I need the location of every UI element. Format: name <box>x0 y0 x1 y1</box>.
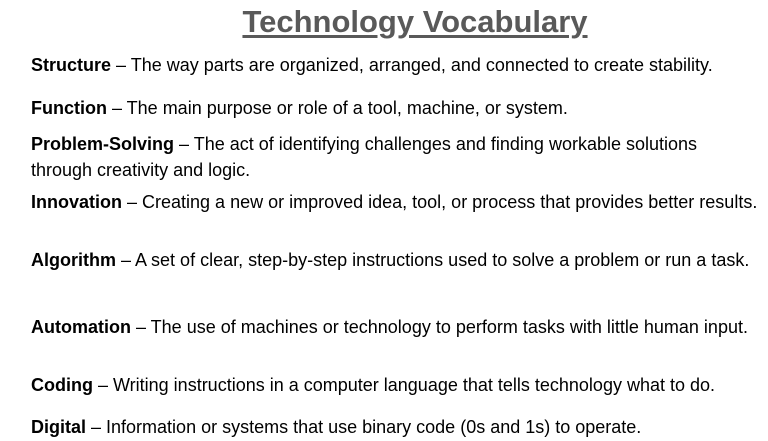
vocab-entry-algorithm <box>31 247 759 273</box>
vocab-term: Problem-Solving <box>31 134 175 154</box>
term-separator: – <box>106 98 127 118</box>
vocab-definition: Writing instructions in a computer language that tells technology what to do. <box>113 375 716 395</box>
vocab-term: Digital <box>31 417 87 437</box>
vocab-term: Innovation <box>31 192 122 212</box>
vocab-definition: Creating a new or improved idea, tool, or process that provides better results. <box>142 192 758 212</box>
term-separator: – <box>92 375 113 395</box>
vocab-term: Algorithm <box>31 250 116 270</box>
vocab-entry-structure <box>31 52 759 78</box>
vocab-entry-problem-solving <box>31 131 759 183</box>
vocab-definition: The way parts are organized, arranged, and connected to create stability. <box>130 55 713 75</box>
term-separator: – <box>174 134 194 154</box>
term-separator: – <box>86 417 107 437</box>
term-separator: – <box>122 192 143 212</box>
vocab-entry-digital <box>31 414 759 440</box>
term-separator: – <box>116 250 136 270</box>
vocab-definition: The act of identifying challenges and finding workable solutions through creativity and logic. <box>31 134 698 180</box>
vocab-definition: The main purpose or role of a tool, machine, or system. <box>126 98 568 118</box>
vocab-term: Automation <box>31 317 131 337</box>
vocab-term: Function <box>31 98 107 118</box>
vocab-definition: Information or systems that use binary code (0s and 1s) to operate. <box>106 417 642 437</box>
vocab-definition: A set of clear, step-by-step instructions used to solve a problem or run a task. <box>135 250 750 270</box>
page-title: Technology Vocabulary <box>242 4 588 39</box>
vocab-definition: The use of machines or technology to perform tasks with little human input. <box>150 317 748 337</box>
vocab-term: Structure <box>31 55 112 75</box>
term-separator: – <box>111 55 131 75</box>
term-separator: – <box>130 317 151 337</box>
vocab-term: Coding <box>31 375 93 395</box>
vocab-entry-coding <box>31 372 759 398</box>
vocab-entry-function <box>31 95 759 121</box>
vocab-entry-automation <box>31 314 759 340</box>
vocab-entry-innovation <box>31 189 759 215</box>
